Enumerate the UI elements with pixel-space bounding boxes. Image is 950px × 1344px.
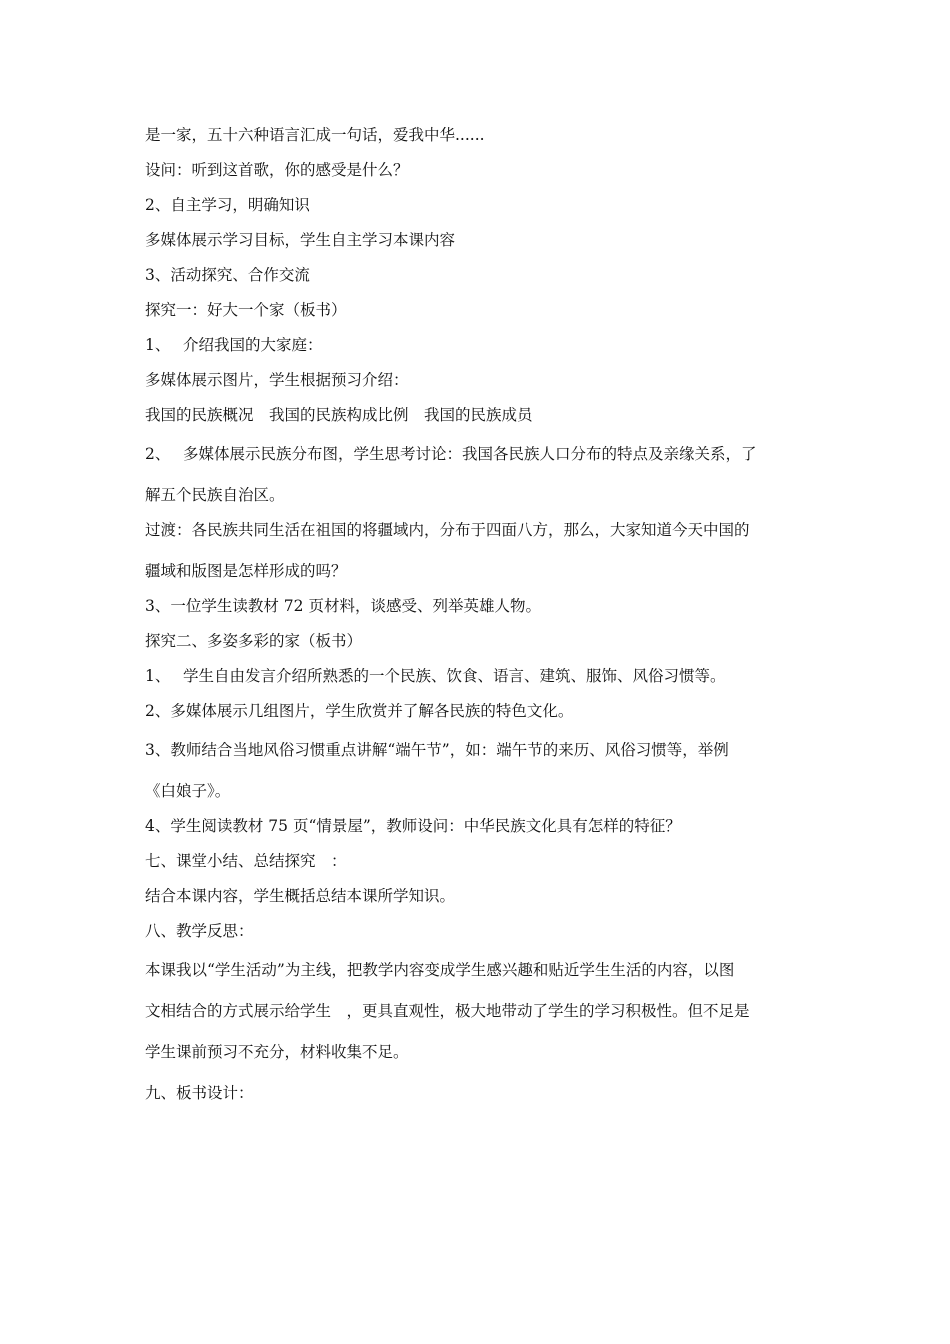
- section-heading: 九、板书设计：: [145, 1084, 254, 1102]
- text-line: 1、 学生自由发言介绍所熟悉的一个民族、饮食、语言、建筑、服饰、风俗习惯等。: [145, 667, 726, 685]
- section-heading: 3、活动探究、合作交流: [145, 266, 310, 284]
- section-heading: 七、课堂小结、总结探究 ：: [145, 852, 347, 870]
- text-line: 《白娘子》。: [145, 782, 231, 800]
- text-line: 疆域和版图是怎样形成的吗？: [145, 562, 347, 580]
- section-heading: 2、自主学习，明确知识: [145, 196, 310, 214]
- subsection-heading: 探究二、多姿多彩的家（板书）: [145, 632, 363, 650]
- text-line: 是一家，五十六种语言汇成一句话，爱我中华......: [145, 126, 485, 144]
- subsection-heading: 探究一：好大一个家（板书）: [145, 301, 347, 319]
- text-line: 2、 多媒体展示民族分布图，学生思考讨论：我国各民族人口分布的特点及亲缘关系，了: [145, 445, 757, 463]
- text-line: 3、一位学生读教材 72 页材料，谈感受、列举英雄人物。: [145, 597, 541, 615]
- text-line: 4、学生阅读教材 75 页“情景屋”，教师设问：中华民族文化具有怎样的特征？: [145, 817, 681, 835]
- text-line: 我国的民族概况 我国的民族构成比例 我国的民族成员: [145, 406, 533, 424]
- text-line: 文相结合的方式展示给学生 ，更具直观性，极大地带动了学生的学习积极性。但不足是: [145, 1002, 750, 1020]
- text-line: 多媒体展示图片，学生根据预习介绍：: [145, 371, 409, 389]
- text-line: 学生课前预习不充分，材料收集不足。: [145, 1043, 409, 1061]
- text-line: 设问：听到这首歌，你的感受是什么？: [145, 161, 409, 179]
- text-line: 解五个民族自治区。: [145, 486, 285, 504]
- section-heading: 八、教学反思：: [145, 922, 254, 940]
- text-line: 多媒体展示学习目标，学生自主学习本课内容: [145, 231, 456, 249]
- text-line: 2、多媒体展示几组图片，学生欣赏并了解各民族的特色文化。: [145, 702, 574, 720]
- document-body: [145, 124, 810, 1104]
- text-line: 过渡：各民族共同生活在祖国的将疆域内，分布于四面八方，那么，大家知道今天中国的: [145, 521, 750, 539]
- text-line: 本课我以“学生活动”为主线，把教学内容变成学生感兴趣和贴近学生生活的内容，以图: [145, 961, 735, 979]
- text-line: 3、教师结合当地风俗习惯重点讲解“端午节”，如：端午节的来历、风俗习惯等，举例: [145, 741, 729, 759]
- text-line: 结合本课内容，学生概括总结本课所学知识。: [145, 887, 456, 905]
- text-line: 1、 介绍我国的大家庭：: [145, 336, 323, 354]
